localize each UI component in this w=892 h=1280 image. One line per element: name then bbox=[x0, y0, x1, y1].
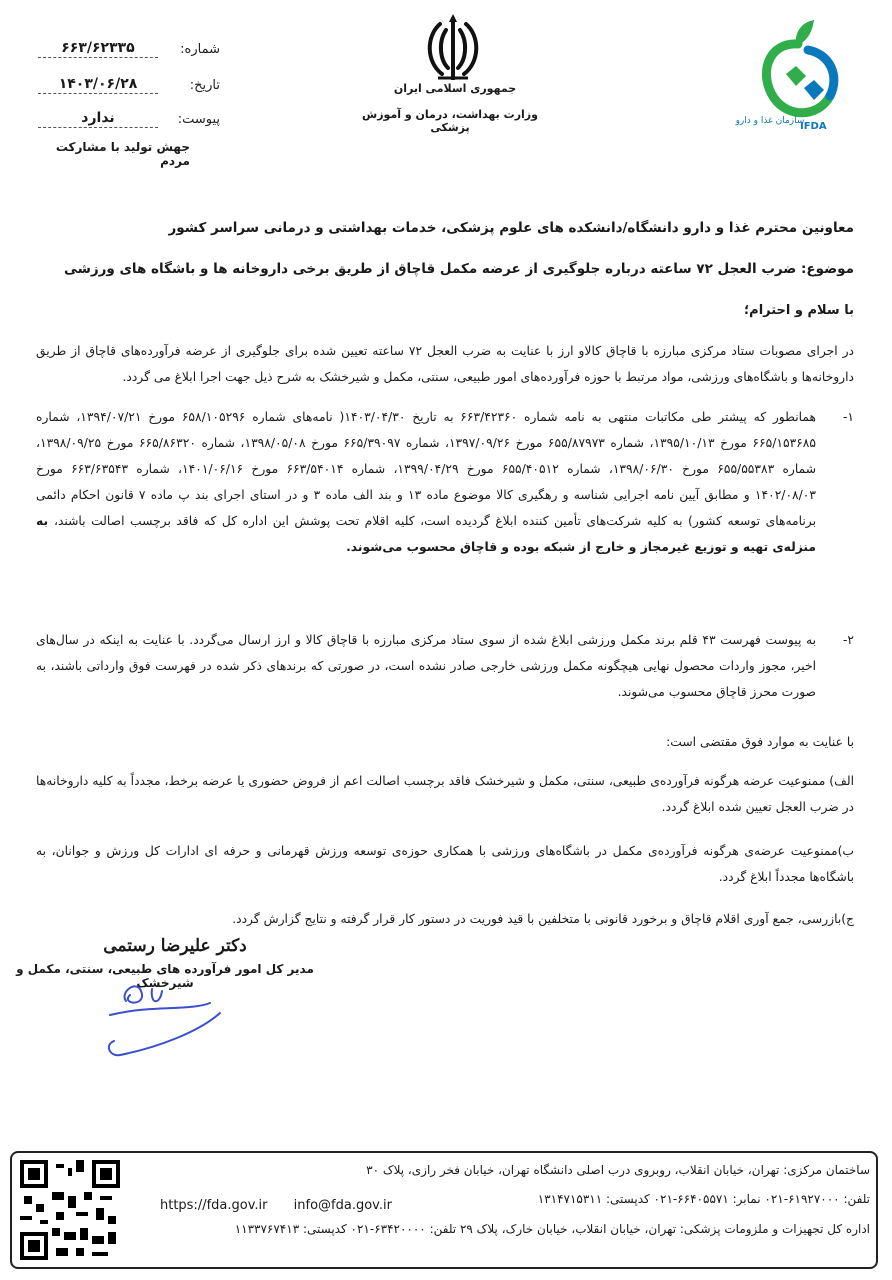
requirement-a: الف) ممنوعیت عرضه هرگونه فرآورده‌ی طبیعی، سنتی، مکمل و شیرخشک فاقد برچسب اصالت اعم از فروض حضوری یا عرضه برخط، مجدداً به کلیه داروخانه‌ها در ضرب العجل تعیین شده ابلاغ گردد. bbox=[36, 774, 854, 814]
letter-number-row bbox=[30, 40, 220, 62]
letter-number-label: شماره: bbox=[180, 42, 220, 57]
email-link[interactable]: info@fda.gov.ir bbox=[293, 1198, 392, 1213]
item-1-number: ۱- bbox=[842, 410, 854, 424]
attachment-value: ندارد bbox=[38, 110, 158, 128]
intro-paragraph: در اجرای مصوبات ستاد مرکزی مبارزه با قاچاق کالاو ارز با عنایت به ضرب العجل ۷۲ ساعته تعیین شده برای جلوگیری از عرضه فرآورده‌های قاچاق از طریق داروخانه‌ها و باشگاه‌های ورزشی، مواد مرتبط با حوزه فرآورده‌های امور طبیعی، سنتی، مکمل و شیرخشک به شرح ذیل جهت اجرا ابلاغ می گردد. bbox=[36, 344, 854, 384]
handwritten-signature-icon bbox=[90, 975, 230, 1065]
footer-links bbox=[160, 1198, 414, 1213]
requirement-b: ب)ممنوعیت عرضه‌ی هرگونه فرآورده‌ی مکمل در باشگاه‌های ورزشی با همکاری حوزه‌ی توسعه ورزش قهرمانی و حرفه ای ادارات کل ورزش و جوانان، به باشگاه‌ها مجدداً ابلاغ گردد. bbox=[36, 844, 854, 884]
ministry-label: وزارت بهداشت، درمان و آموزش پزشکی bbox=[362, 108, 538, 134]
iran-emblem-icon bbox=[418, 14, 488, 86]
website-link[interactable]: https://fda.gov.ir bbox=[160, 1198, 268, 1213]
item-2 bbox=[36, 627, 854, 705]
item-1-text: همانطور که پیشتر طی مکاتبات منتهی به نامه شماره ۶۶۳/۴۲۳۶۰ به تاریخ ۱۴۰۳/۰۴/۳۰( نامه‌های شماره ۶۵۸/۱۰۵۲۹۶ مورخ ۱۳۹۴/۰۷/۲۱، شماره ۶۶۵/۱۵۳۶۸۵ مورخ ۱۳۹۵/۱۰/۱۳، شماره ۶۵۵/۸۷۹۷۳ مورخ ۱۳۹۷/۰۹/۲۶، شماره ۶۶۵/۳۹۰۹۷ مورخ ۱۳۹۸/۰۵/۰۸، شماره ۶۶۵/۸۶۳۲۰ مورخ ۱۳۹۸/۰۹/۲۵، شماره ۶۵۵/۵۵۳۸۳ مورخ ۱۳۹۸/۰۶/۳۰، شماره ۶۵۵/۴۰۵۱۲ مورخ ۱۳۹۹/۰۴/۲۹، شماره ۶۶۳/۵۴۰۱۴ مورخ ۱۴۰۱/۰۶/۱۶، شماره ۶۶۳/۶۳۵۴۳ مورخ ۱۴۰۲/۰۸/۰۳ و مطابق آیین نامه اجرایی شناسه و رهگیری کالا موضوع ماده ۱۳ و بند الف ماده ۳ و در استای اجرای بند پ ماده ۷ قانون احکام دائمی برنامه‌های توسعه کشور) به کلیه شرکت‌های تأمین کننده ابلاغ گردیده است، کلیه اقلام تحت پوشش این اداره کل که فاقد برچسب اصالت باشند، bbox=[36, 410, 817, 528]
footer-equipment-office: اداره کل تجهیزات و ملزومات پزشکی: تهران، خیابان انقلاب، خیابان خارک، پلاک ۲۹ تلفن: ۶۳۴۲۰۰۰۰-۰۲۱ کدپستی: ۱۱۳۳۷۶۷۴۱۳ bbox=[234, 1222, 870, 1236]
letter-date-label: تاریخ: bbox=[189, 78, 220, 93]
letter-number-value: ۶۶۳/۶۲۳۳۵ bbox=[38, 40, 158, 58]
footer-phones: تلفن: ۶۱۹۲۷۰۰۰-۰۲۱ نمابر: ۶۶۴۰۵۵۷۱-۰۲۱ کدپستی: ۱۳۱۴۷۱۵۳۱۱ bbox=[537, 1192, 870, 1206]
org-name-label: سازمان غذا و دارو bbox=[735, 116, 805, 126]
qr-code-icon bbox=[20, 1160, 120, 1260]
item-2-text: به پیوست فهرست ۴۳ قلم برند مکمل ورزشی ابلاغ شده از سوی ستاد مرکزی مبارزه با قاچاق کالا و ارز ارسال می‌گردد. با عنایت به اینکه در سال‌های اخیر، مجوز واردات محصول نهایی هیچگونه مکمل ورزشی خارجی صادر نشده است، در صورتی که برندهای ذکر شده در فهرست فوق وارداتی باشند، به صورت محرز قاچاق محسوب می‌شوند. bbox=[36, 633, 816, 699]
item-2-number: ۲- bbox=[842, 633, 854, 647]
item-1 bbox=[36, 404, 854, 560]
item-1-bold-text: به منزله‌ی تهیه و توزیع غیرمجاز و خارج از شبکه بوده و قاچاق محسوب می‌شوند. bbox=[36, 514, 816, 554]
slogan: جهش تولید با مشارکت مردم bbox=[55, 140, 190, 168]
letter-date-row bbox=[30, 76, 220, 98]
attachment-label: پیوست: bbox=[177, 112, 220, 127]
republic-label: جمهوری اسلامی ایران bbox=[393, 82, 517, 95]
signatory-title: مدیر کل امور فرآورده های طبیعی، سنتی، مکمل و شیرخشک bbox=[16, 962, 314, 990]
org-abbr-label: IFDA bbox=[800, 121, 827, 132]
attachment-row bbox=[30, 110, 220, 132]
greeting: با سلام و احترام؛ bbox=[743, 303, 854, 318]
requirements-intro: با عنایت به موارد فوق مقتضی است: bbox=[666, 735, 854, 749]
subject-line: موضوع: ضرب العجل ۷۲ ساعته درباره جلوگیری از عرضه مکمل قاچاق از طریق برخی داروخانه ها و باشگاه های ورزشی bbox=[63, 261, 854, 277]
footer-address: ساختمان مرکزی: تهران، خیابان انقلاب، روبروی درب اصلی دانشگاه تهران، خیابان فخر رازی، پلاک ۳۰ bbox=[366, 1163, 870, 1177]
signatory-name: دکتر علیرضا رستمی bbox=[103, 936, 247, 956]
letter-date-value: ۱۴۰۳/۰۶/۲۸ bbox=[38, 76, 158, 94]
requirement-c: ج)بازرسی، جمع آوری اقلام قاچاق و برخورد قانونی با متخلفین با قید فوریت در دستور کار قرار گرفته و نتایج گزارش گردد. bbox=[232, 912, 854, 926]
addressee: معاونین محترم غذا و دارو دانشگاه/دانشکده های علوم پزشکی، خدمات بهداشتی و درمانی سراسر کشور bbox=[168, 220, 854, 236]
